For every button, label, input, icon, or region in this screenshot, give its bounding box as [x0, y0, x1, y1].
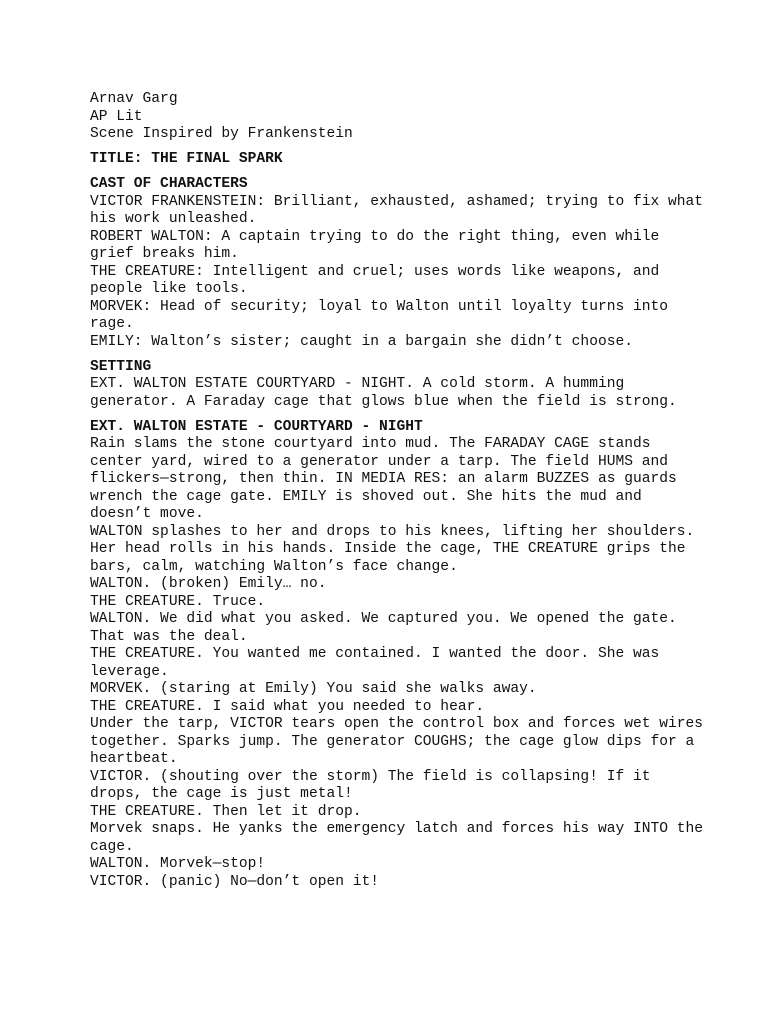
cast-entry: THE CREATURE: Intelligent and cruel; uses words like weapons, and people like tools. [90, 263, 660, 297]
scene-line: THE CREATURE. I said what you needed to hear. [90, 698, 485, 715]
setting-section [90, 359, 710, 412]
document-page [90, 91, 710, 891]
document-header [90, 91, 710, 144]
scene-line: WALTON splashes to her and drops to his knees, lifting her shoulders. Her head rolls in his hands. Inside the cage, THE CREATURE grips the bars, calm, watching Walton’s face change. [90, 523, 695, 575]
author-name: Arnav Garg [90, 91, 178, 107]
scene-line: Rain slams the stone courtyard into mud. The FARADAY CAGE stands center yard, wired to a generator under a tarp. The field HUMS and flickers—strong, then thin. IN MEDIA RES: an alarm BUZZES as guards wrench the cage gate. EMILY is shoved out. She hits the mud and doesn’t move. [90, 436, 677, 522]
scene-line: WALTON. We did what you asked. We captured you. We opened the gate. That was the deal. [90, 611, 677, 645]
scene-line: Under the tarp, VICTOR tears open the control box and forces wet wires together. Sparks jump. The generator COUGHS; the cage glow dips for a heartbeat. [90, 716, 704, 767]
cast-entry: ROBERT WALTON: A captain trying to do the right thing, even while grief breaks him. [90, 228, 660, 262]
course-name: AP Lit [90, 108, 143, 125]
cast-entry: VICTOR FRANKENSTEIN: Brilliant, exhausted, ashamed; trying to fix what his work unleashed. [90, 193, 704, 227]
cast-heading: CAST OF CHARACTERS [90, 176, 248, 192]
scene-line: THE CREATURE. Then let it drop. [90, 803, 362, 820]
scene-line: VICTOR. (shouting over the storm) The field is collapsing! If it drops, the cage is just metal! [90, 768, 651, 802]
scene-line: VICTOR. (panic) No—don’t open it! [90, 873, 380, 890]
scene-line: THE CREATURE. Truce. [90, 593, 266, 610]
document-subtitle: Scene Inspired by Frankenstein [90, 126, 353, 142]
cast-entry: EMILY: Walton’s sister; caught in a bargain she didn’t choose. [90, 333, 633, 350]
setting-heading: SETTING [90, 358, 152, 375]
cast-section [90, 176, 710, 351]
scene-section [90, 419, 710, 892]
scene-line: THE CREATURE. You wanted me contained. I wanted the door. She was leverage. [90, 646, 660, 680]
scene-line: WALTON. Morvek—stop! [90, 856, 266, 872]
document-title: TITLE: THE FINAL SPARK [90, 151, 283, 167]
setting-text: EXT. WALTON ESTATE COURTYARD - NIGHT. A cold storm. A humming generator. A Faraday cage that glows blue when the field is strong. [90, 376, 677, 410]
scene-heading: EXT. WALTON ESTATE - COURTYARD - NIGHT [90, 418, 423, 435]
cast-entry: MORVEK: Head of security; loyal to Walton until loyalty turns into rage. [90, 298, 669, 332]
scene-line: WALTON. (broken) Emily… no. [90, 576, 327, 592]
scene-line: MORVEK. (staring at Emily) You said she walks away. [90, 681, 537, 697]
scene-line: Morvek snaps. He yanks the emergency latch and forces his way INTO the cage. [90, 821, 704, 855]
